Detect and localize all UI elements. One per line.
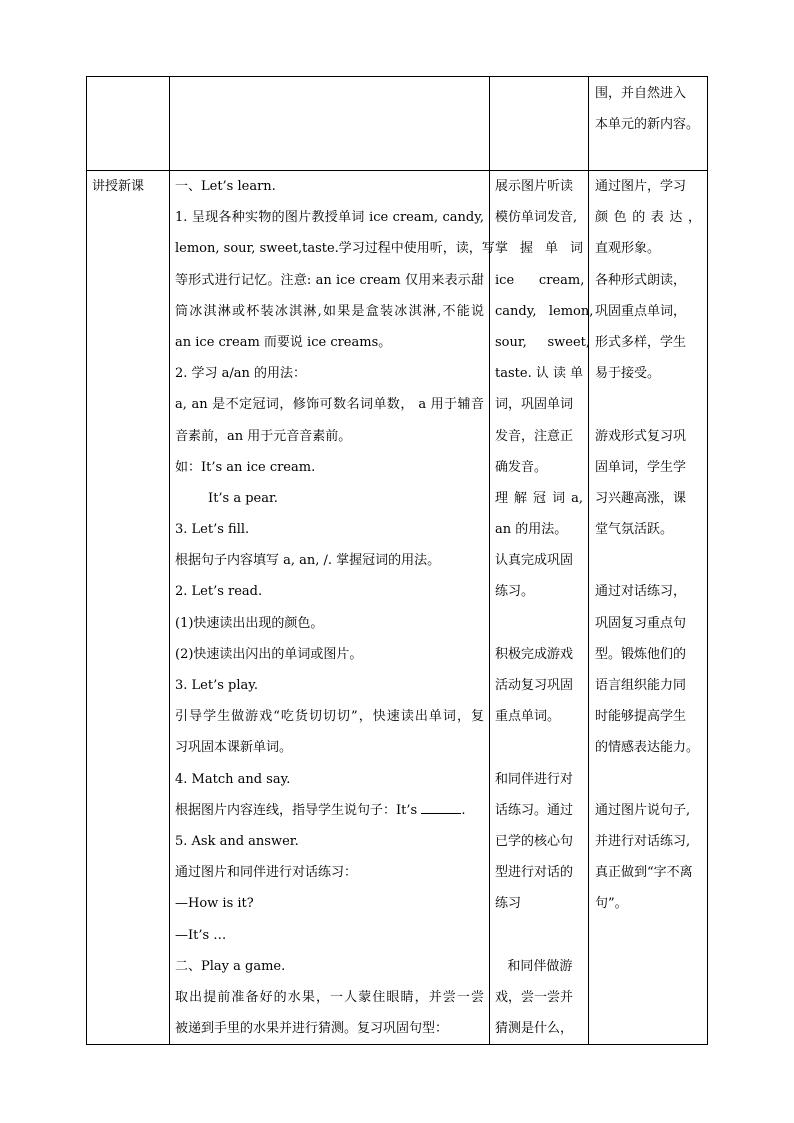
content-line: 如：It’s an ice cream. (175, 459, 316, 475)
student-line: 掌 握 单 词 (495, 241, 583, 257)
lesson-plan-table (86, 76, 708, 1045)
purpose-line: 语言组织能力同 (595, 678, 687, 693)
purpose-line: 本单元的新内容。 (595, 117, 700, 133)
student-line: sour, sweet, (495, 334, 590, 350)
purpose-line: 通过图片，学习 (595, 179, 687, 194)
student-line: 确发音。 (495, 459, 548, 475)
student-line (495, 608, 583, 639)
student-line: 和同伴进行对 (495, 771, 574, 787)
content-line: 2. 学习 a/an 的用法： (175, 366, 307, 382)
student-line: an 的用法。 (495, 522, 568, 538)
content-line: 被递到手里的水果并进行猜测。复习巩固句型： (175, 1021, 449, 1037)
purpose-line: 直观形象。 (595, 241, 661, 257)
purpose-line: 颜 色 的 表 达 ， (595, 210, 701, 226)
student-line: 话练习。通过 (495, 802, 574, 818)
student-line: 猜测是什么， (495, 1021, 574, 1037)
content-line: 5. Ask and answer. (175, 833, 299, 849)
student-line (495, 732, 583, 763)
purpose-cell (589, 171, 708, 1045)
purpose-line: 并进行对话练习, (595, 833, 691, 849)
purpose-line: 堂气氛活跃。 (595, 522, 674, 538)
stage-label: 讲授新课 (92, 179, 145, 194)
student-line: 练习。 (495, 584, 535, 600)
student-line: 认真完成巩固 (495, 553, 574, 569)
student-line: 重点单词。 (495, 709, 561, 725)
purpose-line: 型。锻炼他们的 (595, 646, 687, 662)
content-line: lemon, sour, sweet,taste.学习过程中使用听，读，写 (175, 241, 495, 257)
content-line: 3. Let’s play. (175, 678, 259, 693)
student-line: ice cream, (495, 272, 585, 288)
student-activity-cell (490, 171, 594, 1045)
purpose-line: 围，并自然进入 (595, 86, 687, 101)
content-cell-empty (170, 77, 490, 171)
content-line: It’s a pear. (175, 490, 278, 506)
purpose-line (595, 545, 701, 576)
content-line: 等形式进行记忆。注意: an ice cream 仅用来表示甜 (175, 272, 484, 288)
purpose-line: 的情感表达能力。 (595, 740, 700, 756)
content-cell (170, 171, 495, 1045)
content-line: 二、Play a game. (175, 958, 286, 974)
purpose-line: 巩固重点单词， (595, 303, 687, 319)
purpose-line: 形式多样，学生 (595, 334, 687, 350)
content-line: —It’s … (175, 927, 227, 943)
student-line: 练习 (495, 896, 522, 912)
content-line-with-blank: 根据图片内容连线，指导学生说句子：It’s . (175, 802, 466, 818)
purpose-line: 习兴趣高涨，课 (595, 490, 687, 506)
student-line: 理 解 冠 词 a, (495, 490, 583, 506)
content-line: 筒冰淇淋或杯装冰淇淋,如果是盒装冰淇淋,不能说 (175, 303, 484, 319)
student-line: 和同伴做游 (495, 958, 573, 974)
student-line: 戏，尝一尝并 (495, 989, 574, 1005)
student-line: 词，巩固单词 (495, 397, 574, 413)
purpose-line: 句”。 (595, 896, 628, 912)
student-line: candy, lemon, (495, 303, 594, 319)
student-line: 活动复习巩固 (495, 678, 574, 693)
content-line: 引导学生做游戏“吃货切切切”，快速读出单词，复 (175, 709, 484, 725)
purpose-line: 真正做到“字不离 (595, 865, 693, 881)
content-line: 根据句子内容填写 a, an, /. 掌握冠词的用法。 (175, 553, 441, 569)
student-line (495, 920, 583, 951)
purpose-line: 易于接受。 (595, 366, 661, 382)
student-line: 发音，注意正 (495, 428, 574, 444)
content-line: 取出提前准备好的水果，一人蒙住眼睛，并尝一尝 (175, 989, 484, 1005)
content-line: 2. Let’s read. (175, 584, 263, 600)
student-line: 型进行对话的 (495, 865, 574, 881)
table-row (87, 77, 708, 171)
purpose-line: 巩固复习重点句 (595, 615, 687, 631)
student-line: 模仿单词发音, (495, 210, 578, 226)
student-line: 积极完成游戏 (495, 646, 574, 662)
content-line: 一、Let’s learn. (175, 179, 276, 194)
purpose-cell (589, 77, 708, 171)
student-cell-empty (490, 77, 589, 171)
stage-cell (87, 171, 170, 1045)
content-line: (1)快速读出出现的颜色。 (175, 615, 324, 631)
purpose-line: 固单词，学生学 (595, 459, 687, 475)
purpose-line (595, 764, 701, 795)
purpose-line (595, 389, 701, 420)
content-line: (2)快速读出闪出的单词或图片。 (175, 646, 363, 662)
purpose-line: 通过图片说句子, (595, 802, 691, 818)
fill-blank (421, 801, 461, 814)
purpose-line: 游戏形式复习巩 (595, 428, 687, 444)
student-line: 已学的核心句 (495, 833, 574, 849)
content-line: 音素前，an 用于元音音素前。 (175, 428, 352, 444)
stage-cell-empty (87, 77, 170, 171)
content-text: 根据图片内容连线，指导学生说句子：It’s (175, 802, 418, 818)
purpose-line: 时能够提高学生 (595, 709, 687, 725)
content-line: 4. Match and say. (175, 771, 291, 787)
content-line: —How is it? (175, 896, 254, 912)
content-line: 3. Let’s fill. (175, 522, 250, 538)
content-line: a, an 是不定冠词，修饰可数名词单数， a 用于辅音 (175, 397, 484, 413)
table-row (87, 171, 708, 1045)
content-line: an ice cream 而要说 ice creams。 (175, 334, 392, 350)
purpose-line: 通过对话练习， (595, 584, 687, 600)
purpose-line: 各种形式朗读， (595, 272, 687, 288)
student-line: 展示图片听读 (495, 179, 574, 194)
student-line: taste. 认 读 单 (495, 366, 584, 382)
content-line: 习巩固本课新单词。 (175, 740, 293, 756)
content-line: 通过图片和同伴进行对话练习： (175, 865, 358, 881)
content-line: 1. 呈现各种实物的图片教授单词 ice cream, candy, (175, 210, 484, 226)
